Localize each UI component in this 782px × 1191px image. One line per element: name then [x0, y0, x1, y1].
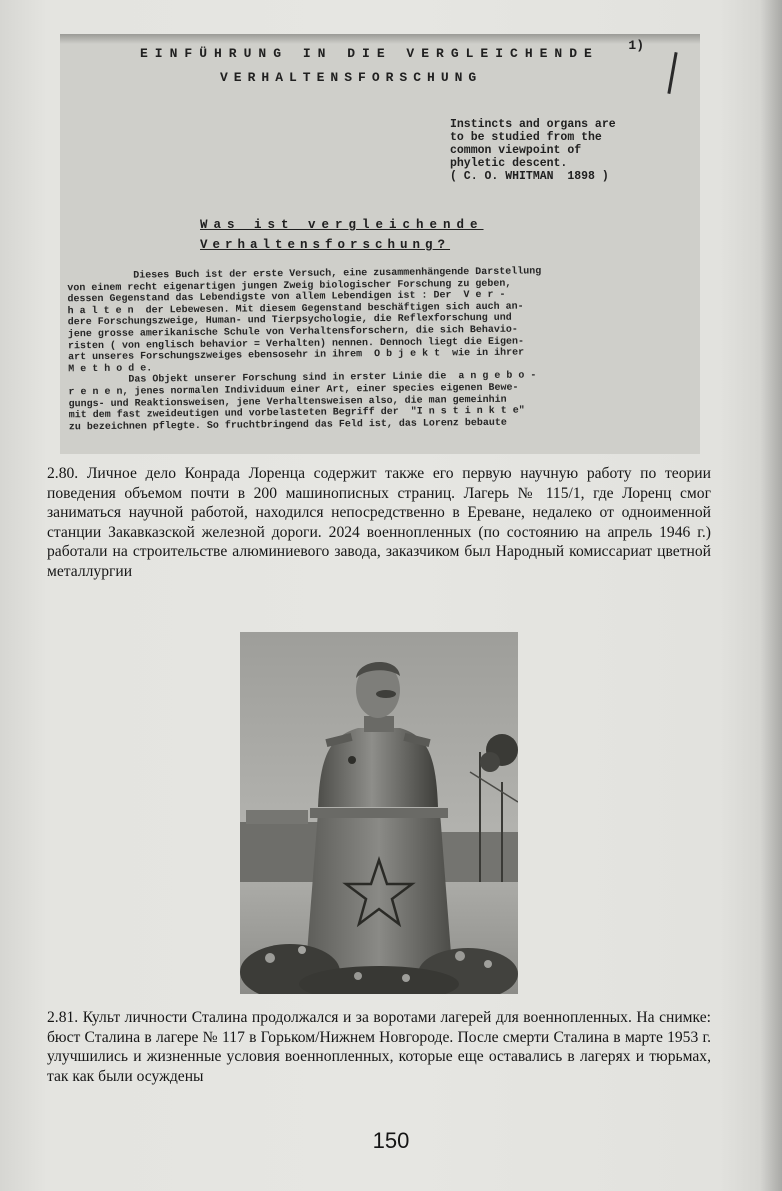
document-page-marker: 1): [628, 38, 644, 53]
document-heading-line2: VERHALTENSFORSCHUNG: [220, 70, 483, 85]
document-title-line1: Was ist vergleichende: [200, 218, 484, 232]
stalin-bust-photo: [240, 632, 518, 994]
document-epigraph: Instincts and organs are to be studied from the common viewpoint of phyletic descent. ( C. O. WHITMAN 1898 ): [450, 118, 616, 183]
page-gutter-shadow: [760, 0, 782, 1191]
typewritten-document-image: [60, 34, 700, 454]
document-body-text: Dieses Buch ist der erste Versuch, eine zusammenhängende Darstellung von einem recht eigenartigen jungen Zweig biologischer Forschung zu geben, dessen Gegenstand das Lebendigste von allem Lebendigen ist : Der V e r - h a l t e n der Lebewesen. Mit diesem Gegenstand beschäftigen sich auch an- dere Forschungszweige, Human- und Tierpsychologie, die Reflexforschung und jene grosse amerikanische Schule von Verhaltensforschern, die sich Behavio- risten ( von englisch behavior = Verhalten) nennen. Dennoch liegt die Eigen- art unseres Forschungszweiges ebensosehr in ihrem O b j e k t wie in ihrer M e t h o d e. Das Objekt unserer Forschung sind in erster Linie die a n g e b o - r e n e n, jenes normalen Individuum einer Art, einer species eigenen Bewe- gungs- und Reaktionsweisen, jene Verhaltensweisen also, die man gemeinhin mit dem fast zweideutigen und vorbelasteten Begriff der "I n s t i n k t e" zu bezeichnen pflegte. So fruchtbringend das Feld ist, das Lorenz bebaute: [61, 266, 542, 434]
figure-caption-2-81: 2.81. Культ личности Сталина продолжался и за воротами лагерей для военнопленных. На снимке: бюст Сталина в лагере № 117 в Горьком/Нижнем Новгороде. После смерти Сталина в марте 1953 г. улучшились и жизненные условия военнопленных, которые еще оставались в лагерях и тюрьмах, так как были осуждены: [47, 1009, 711, 1085]
handwritten-mark: [667, 52, 677, 94]
document-title-line2: Verhaltensforschung?: [200, 238, 451, 252]
document-heading-line1: EINFÜHRUNG IN DIE VERGLEICHENDE: [140, 46, 599, 61]
page-number: 150: [372, 1128, 410, 1153]
bust-photo-illustration: [240, 632, 518, 994]
document-top-edge: [60, 34, 700, 44]
figure-caption-2-80: 2.80. Личное дело Конрада Лоренца содержит также его первую научную работу по теории поведения объемом почти в 200 машинописных страниц. Лагерь № 115/1, где Лоренц смог заниматься научной работой, находился непосредственно в Ереване, недалеко от одноименной станции Закавказской железной дороги. 2024 военнопленных (по состоянию на апрель 1946 г.) работали на строительстве алюминиевого завода, заказчиком был Народный комиссариат цветной металлургии: [47, 465, 711, 580]
